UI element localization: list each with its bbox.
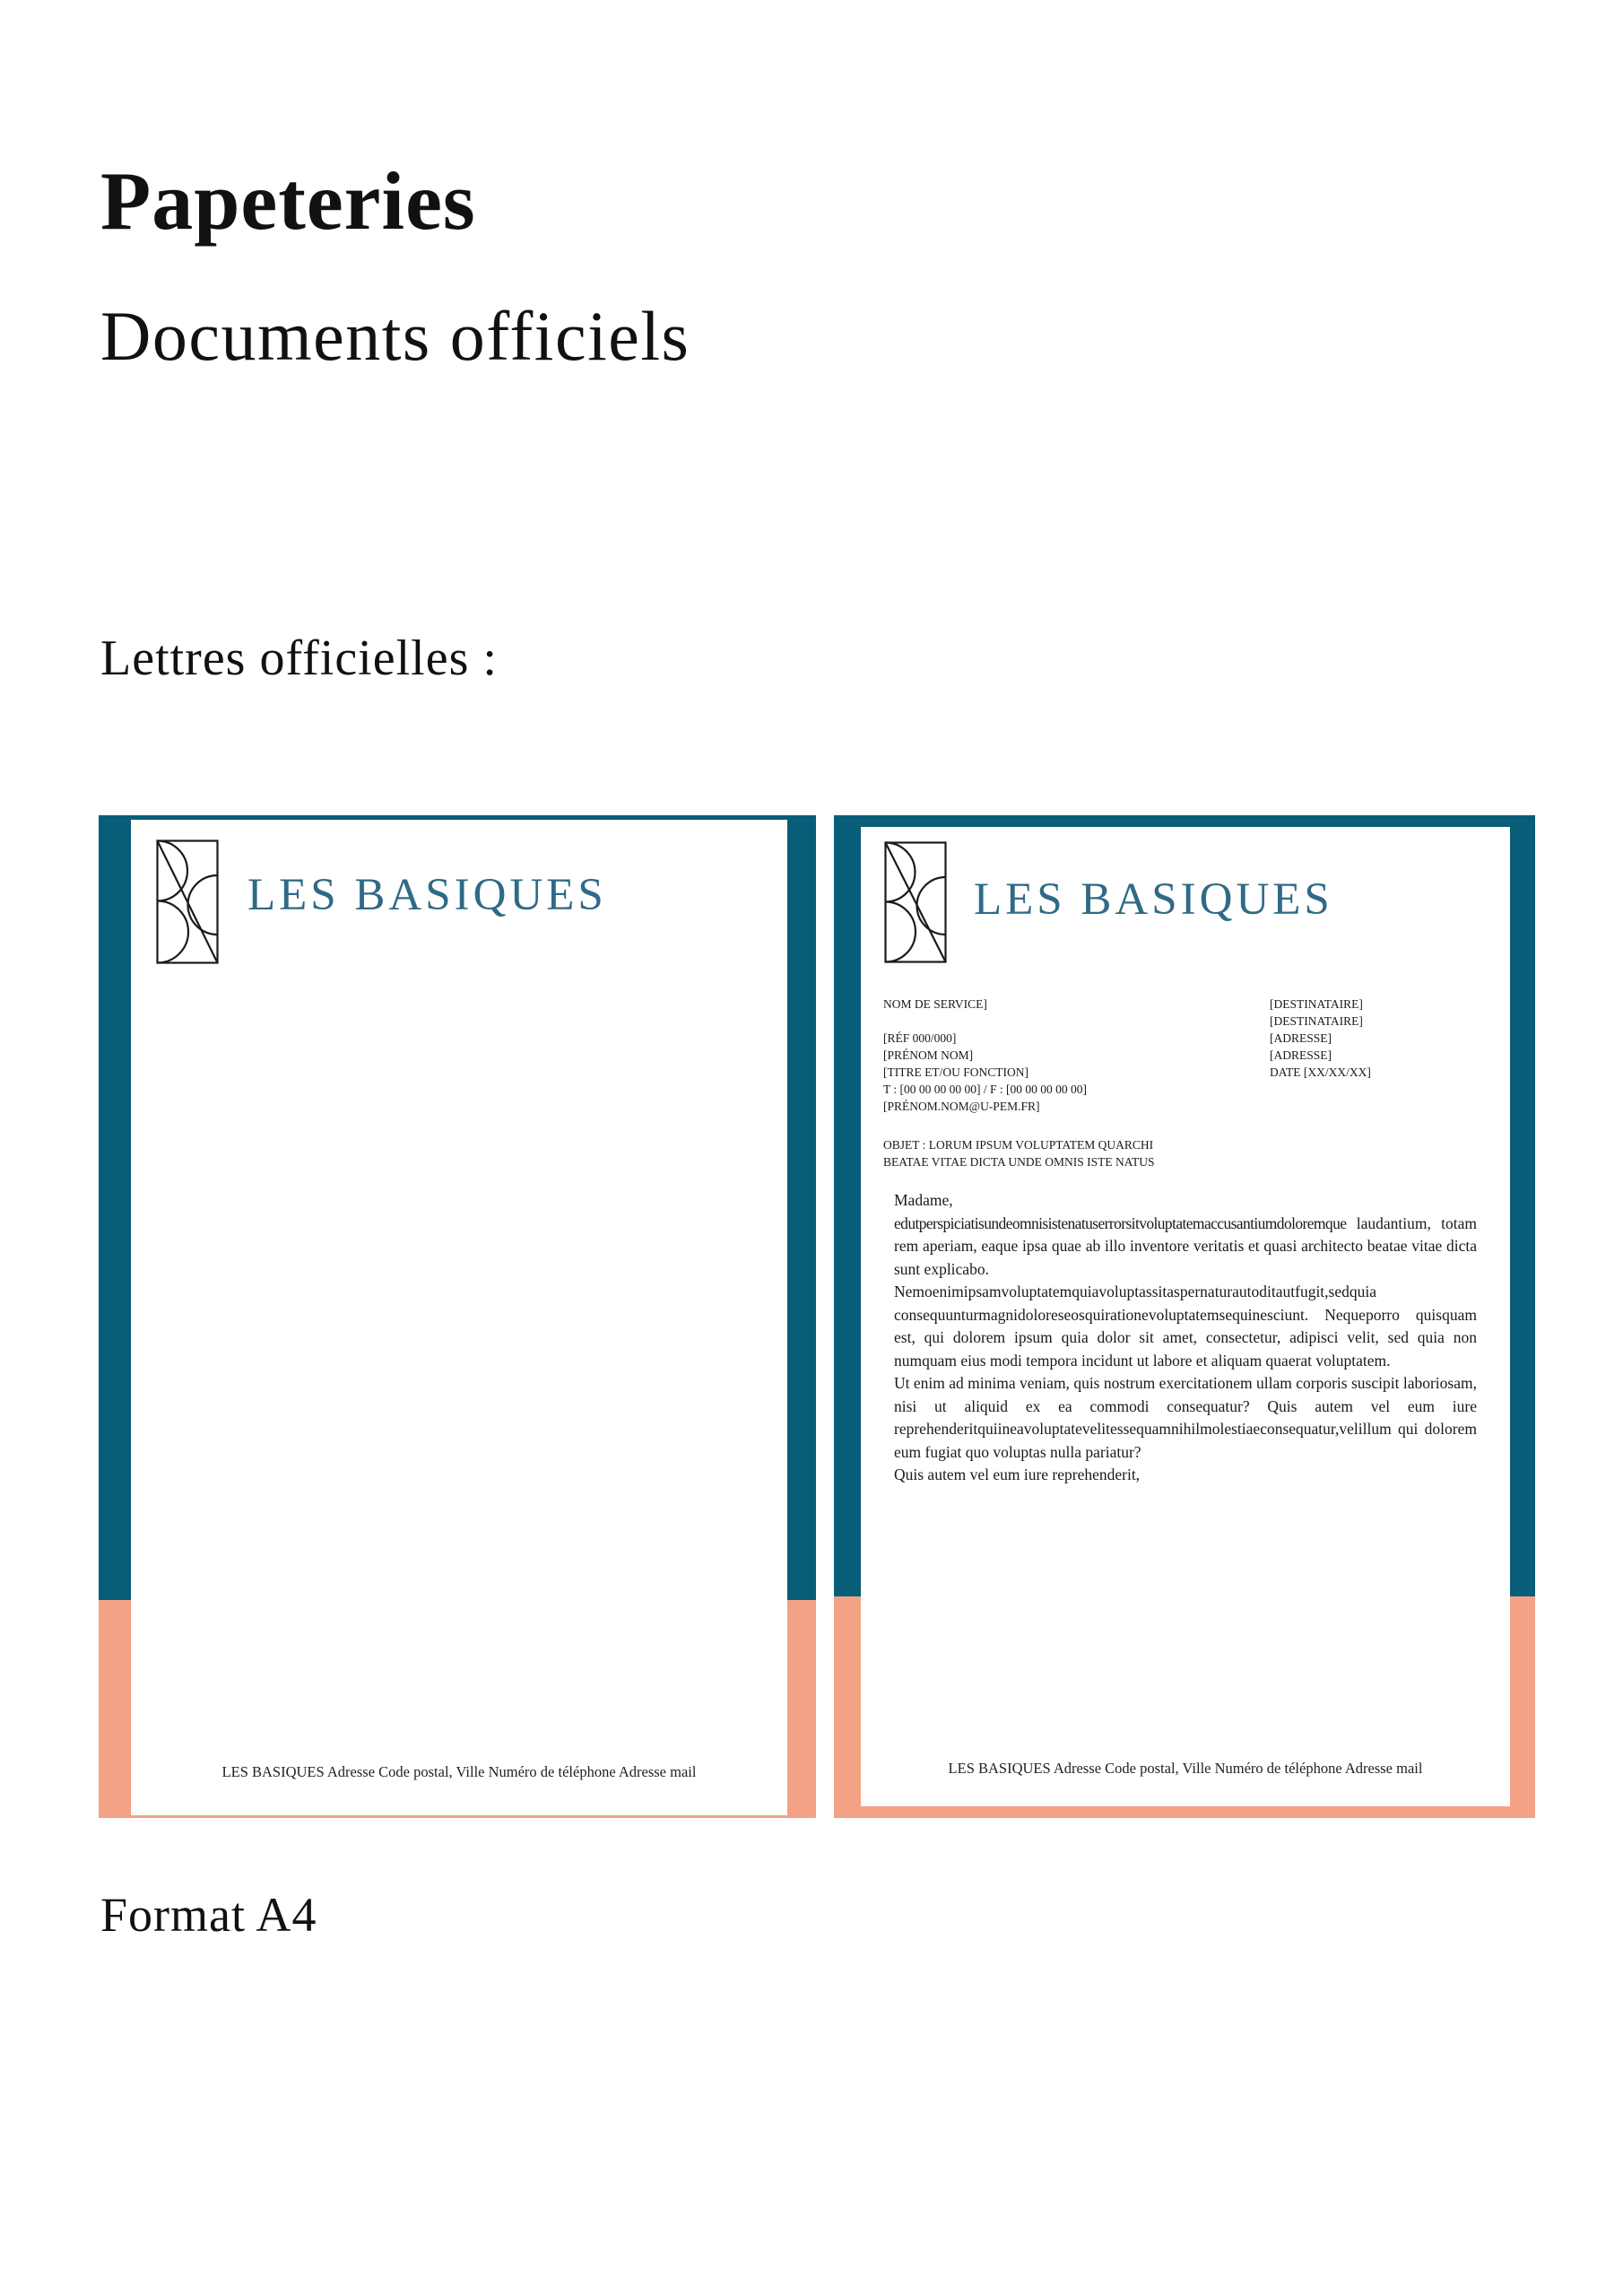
- footer-details: Adresse Code postal, Ville Numéro de téléphone Adresse mail: [1053, 1760, 1423, 1777]
- body-run-on: edutperspiciatisundeomnisistenatuserrorsitvoluptatemaccusantiumdoloremque: [894, 1213, 1347, 1232]
- recipient-block: [1270, 996, 1371, 1081]
- sender-phone-fax: T : [00 00 00 00 00] / F : [00 00 00 00 00]: [883, 1083, 1087, 1096]
- closing-line: Quis autem vel eum iure reprehenderit,: [894, 1465, 1141, 1483]
- brand-name: LES BASIQUES: [247, 870, 607, 920]
- sender-reference: [RÉF 000/000]: [883, 1031, 957, 1045]
- body-paragraph: Ut enim ad minima veniam, quis nostrum exercitationem ullam corporis suscipit laboriosam, nisi ut aliquid ex ea commodi consequatur? Quis autem vel eum iure reprehenderitquiineavoluptatevelitessequamnihilmolestiaeconsequatur,velillum qui dolorem eum fugiat quo voluptas nulla pariatur?: [894, 1374, 1477, 1461]
- spacer: [883, 1013, 1087, 1030]
- subject-block: [883, 1136, 1155, 1170]
- letterhead-filled-preview: [834, 815, 1535, 1818]
- letter-body: [894, 1189, 1477, 1487]
- footer-brand: LES BASIQUES: [948, 1760, 1051, 1777]
- lb-monogram-icon: [156, 839, 219, 964]
- letter-footer: [131, 1763, 787, 1781]
- body-paragraph: Nemoenimipsamvoluptatemquiavoluptassitaspernaturautoditautfugit,sedquia consequunturmagnidoloreseosquirationevoluptatemsequinesciunt. Nequeporro quisquam est, qui dolorem ipsum quia dolor sit amet, consectetur, adipisci velit, sed quia non numquam eius modi tempora incidunt ut labore et aliquam quaerat voluptatem.: [894, 1283, 1477, 1370]
- format-label: Format A4: [100, 1888, 317, 1942]
- sender-block: [883, 996, 1087, 1115]
- subject-line: BEATAE VITAE DICTA UNDE OMNIS ISTE NATUS: [883, 1155, 1155, 1169]
- brand-name: LES BASIQUES: [974, 874, 1333, 925]
- sender-title: [TITRE ET/OU FONCTION]: [883, 1065, 1028, 1079]
- recipient-line: [DESTINATAIRE]: [1270, 997, 1363, 1011]
- sender-service: NOM DE SERVICE]: [883, 997, 987, 1011]
- salutation: Madame,: [894, 1191, 953, 1209]
- footer-details: Adresse Code postal, Ville Numéro de téléphone Adresse mail: [326, 1763, 697, 1780]
- body-paragraph: [894, 1213, 1477, 1282]
- recipient-line: [DESTINATAIRE]: [1270, 1014, 1363, 1028]
- section-label: Lettres officielles :: [100, 631, 498, 686]
- footer-brand: LES BASIQUES: [221, 1763, 325, 1780]
- recipient-address: [ADRESSE]: [1270, 1031, 1332, 1045]
- letter-date: DATE [XX/XX/XX]: [1270, 1065, 1371, 1079]
- subject-line: OBJET : LORUM IPSUM VOLUPTATEM QUARCHI: [883, 1138, 1154, 1152]
- page-title: Papeteries: [100, 155, 476, 247]
- sender-email: [PRÉNOM.NOM@U-PEM.FR]: [883, 1100, 1040, 1113]
- letter-sheet: [131, 820, 787, 1815]
- body-text: laudantium, totam rem aperiam, eaque ipsa quae ab illo inventore veritatis et quasi architecto beatae vitae dicta sunt explicabo.: [894, 1213, 1477, 1278]
- letterhead-blank-preview: [99, 815, 816, 1818]
- letter-sheet: [861, 827, 1510, 1806]
- letter-footer: [861, 1760, 1510, 1778]
- lb-monogram-icon: [884, 841, 947, 963]
- recipient-address: [ADRESSE]: [1270, 1048, 1332, 1062]
- page-subtitle: Documents officiels: [100, 297, 690, 375]
- sender-name: [PRÉNOM NOM]: [883, 1048, 974, 1062]
